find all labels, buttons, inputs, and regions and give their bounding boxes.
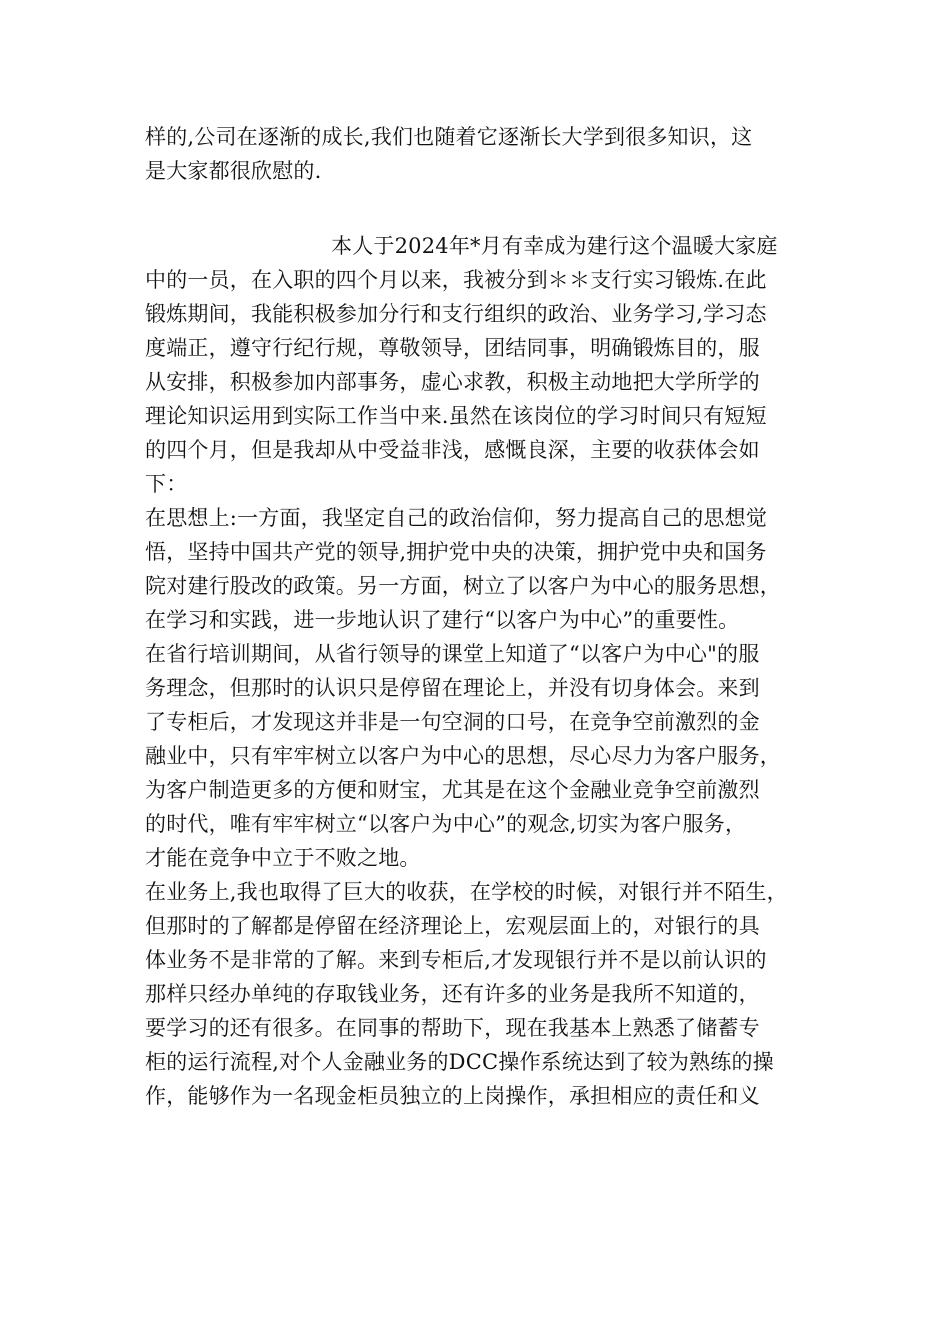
text-line: 但那时的了解都是停留在经济理论上，宏观层面上的，对银行的具 <box>145 914 760 938</box>
text-line: 是大家都很欣慰的. <box>145 159 322 183</box>
text-line: 要学习的还有很多。在同事的帮助下，现在我基本上熟悉了储蓄专 <box>145 1016 760 1040</box>
text-line: 的时代，唯有牢牢树立“以客户为中心”的观念,切实为客户服务， <box>145 812 747 836</box>
text-line: 本人于2024年*月有幸成为建行这个温暖大家庭 <box>331 234 778 258</box>
text-line: 中的一员，在入职的四个月以来，我被分到＊＊支行实习锻炼.在此 <box>145 268 767 292</box>
text-line: 从安排，积极参加内部事务，虚心求教，积极主动地把大学所学的 <box>145 370 760 394</box>
text-line: 务理念，但那时的认识只是停留在理论上，并没有切身体会。来到 <box>145 676 760 700</box>
text-line: 的四个月，但是我却从中受益非浅，感慨良深，主要的收获体会如 <box>145 438 760 462</box>
text-line: 那样只经办单纯的存取钱业务，还有许多的业务是我所不知道的， <box>145 982 760 1006</box>
text-line: 样的,公司在逐渐的成长,我们也随着它逐渐长大学到很多知识，这 <box>145 125 753 149</box>
text-line: 融业中，只有牢牢树立以客户为中心的思想，尽心尽力为客户服务， <box>145 744 781 768</box>
intro-paragraph <box>145 120 825 188</box>
text-line: 下： <box>145 472 188 496</box>
text-line: 在学习和实践，进一步地认识了建行“以客户为中心”的重要性。 <box>145 608 740 632</box>
text-line: 体业务不是非常的了解。来到专柜后,才发现银行并不是以前认识的 <box>145 948 767 972</box>
text-line: 在省行培训期间，从省行领导的课堂上知道了“以客户为中心"的服 <box>145 642 760 666</box>
text-line: 锻炼期间，我能积极参加分行和支行组织的政治、业务学习,学习态 <box>145 302 767 326</box>
text-line: 在思想上:一方面，我坚定自己的政治信仰，努力提高自己的思想觉 <box>145 506 768 530</box>
text-line: 才能在竞争中立于不败之地。 <box>145 846 421 870</box>
text-line: 了专柜后，才发现这并非是一句空洞的口号，在竞争空前激烈的金 <box>145 710 760 734</box>
text-line: 理论知识运用到实际工作当中来.虽然在该岗位的学习时间只有短短 <box>145 404 767 428</box>
text-line: 柜的运行流程,对个人金融业务的DCC操作系统达到了较为熟练的操 <box>145 1050 774 1074</box>
text-line: 为客户制造更多的方便和财宝，尤其是在这个金融业竞争空前激烈 <box>145 778 760 802</box>
text-line: 悟，坚持中国共产党的领导,拥护党中央的决策，拥护党中央和国务 <box>145 540 767 564</box>
text-line: 作，能够作为一名现金柜员独立的上岗操作，承担相应的责任和义 <box>145 1084 760 1108</box>
text-line: 在业务上,我也取得了巨大的收获，在学校的时候，对银行并不陌生， <box>145 880 788 904</box>
body-text <box>145 229 825 1113</box>
text-line: 院对建行股改的政策。另一方面，树立了以客户为中心的服务思想， <box>145 574 781 598</box>
text-line: 度端正，遵守行纪行规，尊敬领导，团结同事，明确锻炼目的，服 <box>145 336 760 360</box>
